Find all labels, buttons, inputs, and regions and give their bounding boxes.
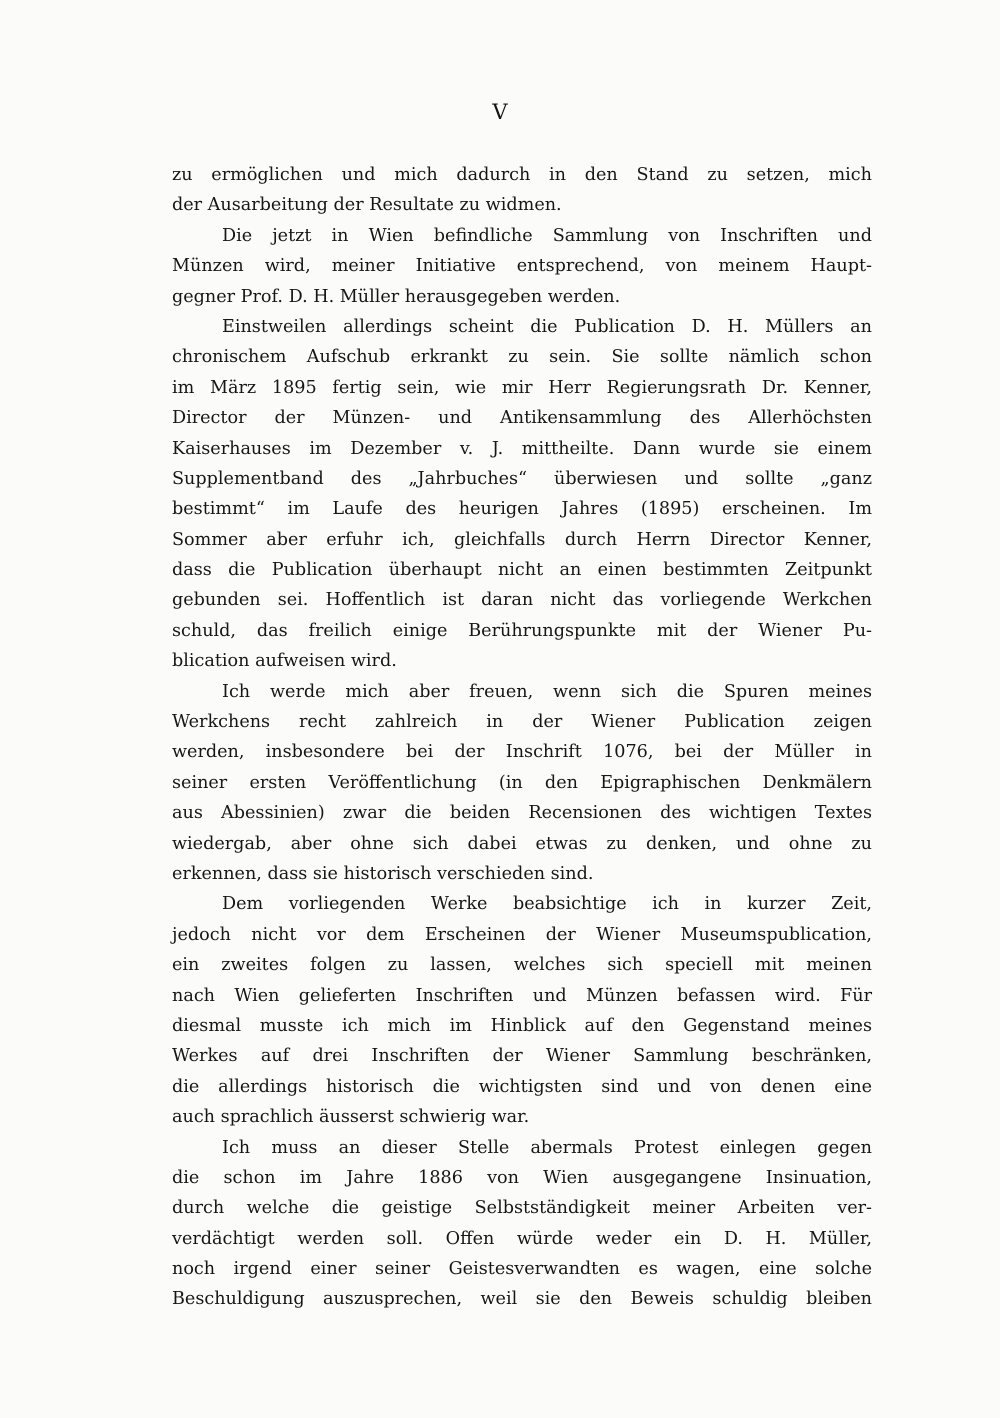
paragraph-1 (172, 160, 872, 221)
text-line: Die jetzt in Wien befindliche Sammlung von Inschriften und (222, 225, 872, 246)
text-line: Werkes auf drei Inschriften der Wiener Sammlung beschränken, (172, 1046, 872, 1067)
text-line: Ich muss an dieser Stelle abermals Protest einlegen gegen (222, 1137, 872, 1158)
text-line: blication aufweisen wird. (172, 651, 397, 672)
text-line: Münzen wird, meiner Initiative entsprechend, von meinem Haupt- (172, 256, 872, 277)
text-line: Director der Münzen- und Antikensammlung des Allerhöchsten (172, 408, 872, 429)
text-line: Werkchens recht zahlreich in der Wiener Publication zeigen (172, 712, 872, 733)
text-line: dass die Publication überhaupt nicht an einen bestimmten Zeitpunkt (172, 560, 872, 581)
text-line: diesmal musste ich mich im Hinblick auf den Gegenstand meines (172, 1015, 872, 1036)
text-line: wiedergab, aber ohne sich dabei etwas zu denken, und ohne zu (172, 833, 872, 854)
text-line: verdächtigt werden soll. Offen würde weder ein D. H. Müller, (172, 1228, 872, 1249)
text-line: Beschuldigung auszusprechen, weil sie den Beweis schuldig bleiben (172, 1289, 872, 1310)
text-line: jedoch nicht vor dem Erscheinen der Wiener Museumspublication, (172, 924, 872, 945)
text-line: die schon im Jahre 1886 von Wien ausgegangene Insinuation, (172, 1167, 872, 1188)
text-line: die allerdings historisch die wichtigsten sind und von denen eine (172, 1076, 872, 1097)
text-line: gebunden sei. Hoffentlich ist daran nicht das vorliegende Werkchen (172, 590, 872, 611)
text-line: zu ermöglichen und mich dadurch in den Stand zu setzen, mich (172, 165, 872, 185)
text-line: ein zweites folgen zu lassen, welches sich speciell mit meinen (172, 955, 872, 976)
paragraph-5 (172, 889, 872, 1132)
text-line: werden, insbesondere bei der Inschrift 1076, bei der Müller in (172, 742, 872, 763)
body-text (172, 160, 872, 1315)
text-line: bestimmt“ im Laufe des heurigen Jahres (1895) erscheinen. Im (172, 499, 872, 520)
text-line: erkennen, dass sie historisch verschieden sind. (172, 863, 594, 884)
text-line: Supplementband des „Jahrbuches“ überwiesen und sollte „ganz (172, 468, 872, 489)
text-line: gegner Prof. D. H. Müller herausgegeben werden. (172, 286, 621, 307)
text-line: Ich werde mich aber freuen, wenn sich die Spuren meines (222, 681, 872, 702)
text-line: der Ausarbeitung der Resultate zu widmen. (172, 195, 562, 216)
text-line: schuld, das freilich einige Berührungspunkte mit der Wiener Pu- (172, 620, 872, 641)
text-line: seiner ersten Veröffentlichung (in den Epigraphischen Denkmälern (172, 772, 872, 793)
paragraph-2 (172, 221, 872, 312)
text-line: Dem vorliegenden Werke beabsichtige ich in kurzer Zeit, (222, 894, 872, 915)
text-line: Kaiserhauses im Dezember v. J. mittheilte. Dann wurde sie einem (172, 438, 872, 459)
text-line: Einstweilen allerdings scheint die Publication D. H. Müllers an (222, 316, 872, 337)
text-line: noch irgend einer seiner Geistesverwandten es wagen, eine solche (172, 1259, 872, 1280)
text-line: auch sprachlich äusserst schwierig war. (172, 1107, 530, 1128)
text-line: durch welche die geistige Selbstständigkeit meiner Arbeiten ver- (172, 1198, 872, 1219)
text-line: Sommer aber erfuhr ich, gleichfalls durch Herrn Director Kenner, (172, 529, 872, 550)
page-number: V (492, 100, 508, 124)
paragraph-6 (172, 1133, 872, 1315)
text-line: chronischem Aufschub erkrankt zu sein. Sie sollte nämlich schon (172, 347, 872, 368)
text-line: nach Wien gelieferten Inschriften und Münzen befassen wird. Für (172, 985, 872, 1006)
paragraph-3 (172, 312, 872, 677)
text-line: im März 1895 fertig sein, wie mir Herr Regierungsrath Dr. Kenner, (172, 377, 872, 398)
text-line: aus Abessinien) zwar die beiden Recensionen des wichtigen Textes (172, 803, 872, 824)
paragraph-4 (172, 677, 872, 890)
